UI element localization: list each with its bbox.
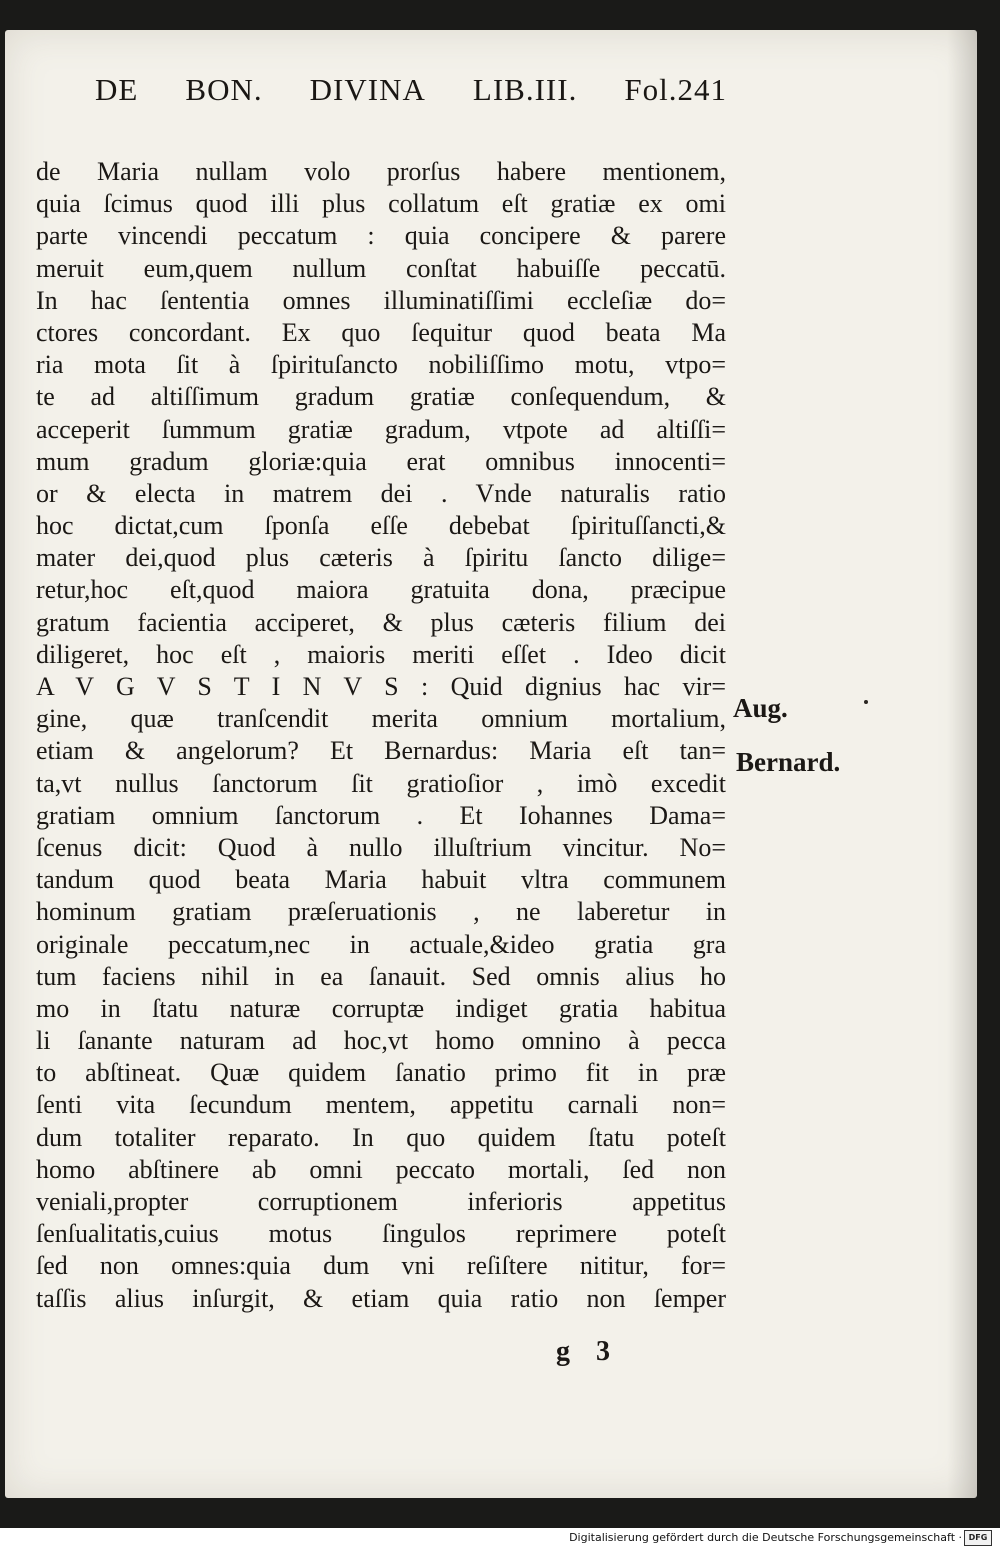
text-line: homo abſtinere ab omni peccato mortali, ſed non [36, 1154, 726, 1184]
text-line: veniali,propter corruptionem inferioris appetitus [36, 1187, 726, 1216]
signature-mark [556, 1336, 646, 1372]
text-line: tandum quod beata Maria habuit vltra communem [36, 865, 726, 895]
text-line: mo in ſtatu naturæ corruptæ indiget gratia habitua [36, 993, 726, 1023]
text-line: hominum gratiam præſeruationis , ne laberetur in [36, 897, 726, 927]
text-line: retur,hoc eſt,quod maiora gratuita dona, præcipue [36, 575, 726, 605]
text-line: meruit eum,quem nullum conſtat habuiſſe peccatū. [36, 253, 726, 283]
text-line: originale peccatum,nec in actuale,&ideo gratia gra [36, 929, 726, 959]
text-line: tum faciens nihil in ea ſanauit. Sed omnis alius ho [36, 961, 726, 991]
header-word-divina: DIVINA [309, 72, 426, 107]
page-edge-shadow [947, 30, 977, 1498]
text-line: acceperit ſummum gratiæ gradum, vtpote ad altiſſi= [36, 414, 726, 444]
text-line: to abſtineat. Quæ quidem ſanatio primo fit in præ [36, 1058, 726, 1088]
text-line: taſſis alius inſurgit, & etiam quia ratio non ſemper [36, 1283, 726, 1313]
text-line: mater dei,quod plus cæteris à ſpiritu ſancto dilige= [36, 543, 726, 573]
ink-speck [864, 700, 868, 704]
text-line: hoc dictat,cum ſponſa eſſe debebat ſpirituſſancti,& [36, 511, 726, 541]
header-word-bon: BON. [185, 72, 263, 107]
text-line: quia ſcimus quod illi plus collatum eſt gratiæ ex omi [36, 189, 726, 219]
text-line: diligeret, hoc eſt , maioris meriti eſſet . Ideo dicit [36, 639, 726, 669]
signature-number: 3 [596, 1336, 610, 1367]
signature-letter: g [556, 1336, 570, 1367]
header-book-number: LIB.III. [472, 72, 578, 107]
margin-note-augustine: Aug. [733, 693, 788, 723]
main-text-block [36, 156, 726, 1315]
margin-note-bernard: Bernard. [736, 747, 841, 777]
text-line: parte vincendi peccatum : quia concipere & parere [36, 221, 726, 251]
text-line: In hac ſententia omnes illuminatiſſimi eccleſiæ do= [36, 285, 726, 315]
text-line: ctores concordant. Ex quo ſequitur quod beata Ma [36, 317, 726, 347]
text-line: ſcenus dicit: Quod à nullo illuſtrium vincitur. No= [36, 832, 726, 862]
text-line: mum gradum gloriæ:quia erat omnibus innocenti= [36, 446, 726, 476]
text-line: li ſanante naturam ad hoc,vt homo omnino à pecca [36, 1026, 726, 1056]
text-line: ſed non omnes:quia dum vni reſiſtere nititur, for= [36, 1251, 726, 1281]
text-line: de Maria nullam volo prorſus habere mentionem, [36, 157, 726, 186]
text-line: ſenſualitatis,cuius motus ſingulos reprimere poteſt [36, 1219, 726, 1249]
header-folio: Fol.241 [624, 72, 727, 107]
text-line: ria mota ſit à ſpirituſancto nobiliſſimo motu, vtpo= [36, 350, 726, 380]
dfg-logo: DFG [964, 1530, 992, 1546]
text-line: gine, quæ tranſcendit merita omnium mortalium, [36, 704, 726, 734]
text-line: te ad altiſſimum gradum gratiæ conſequendum, & [36, 382, 726, 412]
text-line: A V G V S T I N V S : Quid dignius hac vir= [36, 672, 726, 701]
text-line: ta,vt nullus ſanctorum ſit gratioſior , imò excedit [36, 768, 726, 798]
running-header [95, 72, 727, 116]
footer-credit: Digitalisierung gefördert durch die Deutsche Forschungsgemeinschaft · [569, 1531, 962, 1544]
text-line: gratiam omnium ſanctorum . Et Iohannes Dama= [36, 800, 726, 830]
text-line: dum totaliter reparato. In quo quidem ſtatu poteſt [36, 1122, 726, 1152]
header-word-de: DE [95, 72, 139, 107]
text-line: or & electa in matrem dei . Vnde naturalis ratio [36, 478, 726, 508]
text-line: ſenti vita ſecundum mentem, appetitu carnali non= [36, 1090, 726, 1120]
text-line: gratum facientia acciperet, & plus cæteris filium dei [36, 607, 726, 637]
text-line: etiam & angelorum? Et Bernardus: Maria eſt tan= [36, 736, 726, 766]
